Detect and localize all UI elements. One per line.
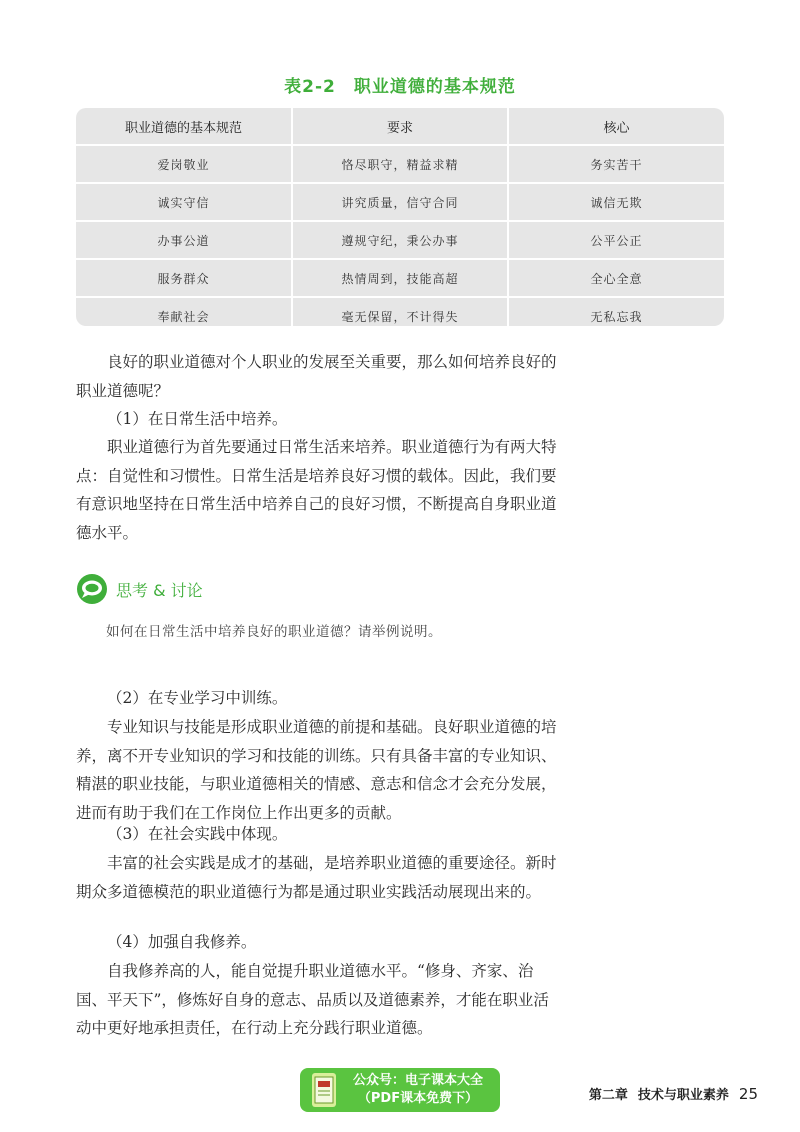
footer-chapter: 第二章: [588, 1088, 628, 1103]
table-header-cell: 核心: [508, 108, 724, 145]
badge-line-2: （PDF课本免费下）: [357, 1091, 479, 1106]
book-icon: [312, 1073, 336, 1107]
paragraph-intro: 良好的职业道德对个人职业的发展至关重要，那么如何培养良好的职业道德呢？: [76, 353, 557, 400]
table-cell: 服务群众: [76, 259, 292, 297]
norms-table: [76, 108, 724, 326]
table-cell: 讲究质量，信守合同: [292, 183, 508, 221]
paragraph-professional-study: 专业知识与技能是形成职业道德的前提和基础。良好职业道德的培养，离不开专业知识的学习和技能的训练。只有具备丰富的专业知识、精湛的职业技能，与职业道德相关的情感、意志和信念才会充分发展，进而有助于我们在工作岗位上作出更多的贡献。: [76, 718, 557, 822]
table-row: [76, 145, 724, 183]
table-row: [76, 297, 724, 326]
table-title: 表2-2 职业道德的基本规范: [284, 77, 516, 97]
discussion-question: 如何在日常生活中培养良好的职业道德？请举例说明。: [106, 624, 442, 640]
heading-social-practice: （3）在社会实践中体现。: [107, 825, 288, 843]
footer-section: 技术与职业素养: [637, 1088, 729, 1103]
page-footer: [589, 1084, 758, 1103]
table-header-cell: 职业道德的基本规范: [76, 108, 292, 145]
paragraph-social-practice: 丰富的社会实践是成才的基础，是培养职业道德的重要途径。新时期众多道德模范的职业道德行为都是通过职业实践活动展现出来的。: [76, 854, 557, 901]
discussion-header: [76, 573, 203, 605]
table-cell: 办事公道: [76, 221, 292, 259]
table-cell: 毫无保留，不计得失: [292, 297, 508, 326]
table-header-row: [76, 108, 724, 145]
table-cell: 无私忘我: [590, 309, 643, 324]
table-cell: 爱岗敬业: [76, 145, 292, 183]
speech-bubble-icon: [76, 573, 108, 605]
discussion-title: 思考 & 讨论: [116, 580, 203, 600]
table-cell: 遵规守纪，秉公办事: [292, 221, 508, 259]
table-cell: 诚信无欺: [508, 183, 724, 221]
heading-self-cultivation: （4）加强自我修养。: [107, 933, 257, 951]
page-number: 25: [738, 1085, 758, 1103]
table-cell: 公平公正: [508, 221, 724, 259]
heading-professional-study: （2）在专业学习中训练。: [107, 689, 288, 707]
table-cell: 奉献社会: [76, 297, 292, 326]
heading-daily-life: （1）在日常生活中培养。: [107, 410, 288, 428]
table-row: [76, 221, 724, 259]
badge-line-1: 公众号：电子课本大全: [352, 1073, 483, 1088]
table-cell: 恪尽职守，精益求精: [292, 145, 508, 183]
table-cell: 热情周到，技能高超: [292, 259, 508, 297]
table-cell: 全心全意: [508, 259, 724, 297]
table-header-cell: 要求: [292, 108, 508, 145]
table-cell: 诚实守信: [76, 183, 292, 221]
watermark-badge: [300, 1068, 500, 1112]
table-cell: 务实苦干: [508, 145, 724, 183]
paragraph-self-cultivation: 自我修养高的人，能自觉提升职业道德水平。“修身、齐家、治国、平天下”，修炼好自身的意志、品质以及道德素养，才能在职业活动中更好地承担责任，在行动上充分践行职业道德。: [76, 962, 549, 1037]
paragraph-daily-life: 职业道德行为首先要通过日常生活来培养。职业道德行为有两大特点：自觉性和习惯性。日常生活是培养良好习惯的载体。因此，我们要有意识地坚持在日常生活中培养自己的良好习惯，不断提高自身职业道德水平。: [76, 438, 557, 542]
table-row: [76, 259, 724, 297]
table-row: [76, 183, 724, 221]
